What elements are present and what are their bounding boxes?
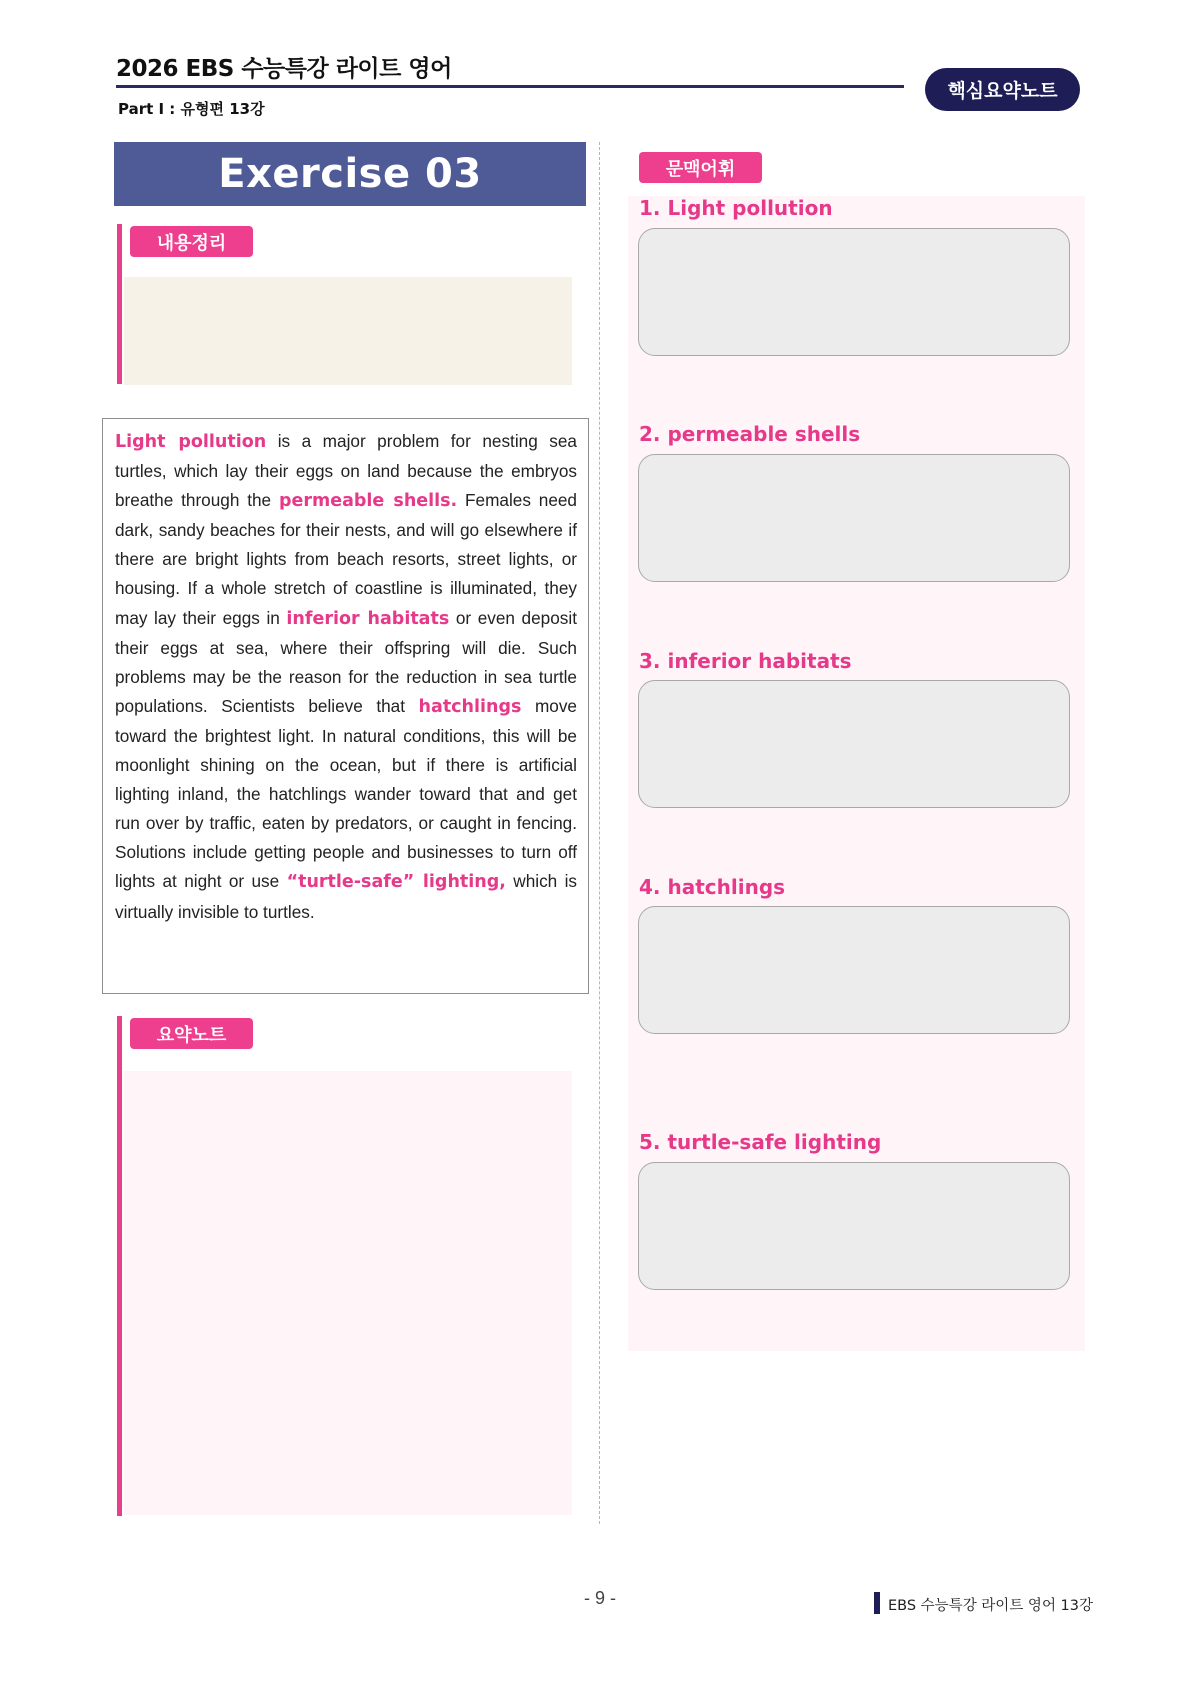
vocab-answer-box-2[interactable] — [638, 454, 1070, 582]
vocab-answer-box-5[interactable] — [638, 1162, 1070, 1290]
vocab-answer-box-3[interactable] — [638, 680, 1070, 808]
footer-marker — [874, 1592, 880, 1614]
column-divider — [599, 142, 600, 1524]
document-subtitle: Part Ⅰ : 유형편 13강 — [118, 100, 265, 118]
vocab-item-label-3: 3. inferior habitats — [639, 649, 852, 673]
keyword-highlight: Light pollution — [115, 432, 267, 452]
summary-label: 내용정리 — [130, 226, 253, 257]
vocab-answer-box-4[interactable] — [638, 906, 1070, 1034]
vocab-label: 문맥어휘 — [639, 152, 762, 183]
vocab-item-label-2: 2. permeable shells — [639, 422, 861, 446]
document-title: 2026 EBS 수능특강 라이트 영어 — [116, 56, 452, 82]
vocab-item-label-4: 4. hatchlings — [639, 875, 786, 899]
vocab-answer-box-1[interactable] — [638, 228, 1070, 356]
vocab-item-label-5: 5. turtle-safe lighting — [639, 1130, 882, 1154]
passage-segment: which is virtually invisible to turtles. — [115, 871, 577, 922]
vocab-item-label-1: 1. Light pollution — [639, 196, 833, 220]
summary-note-badge: 핵심요약노트 — [925, 68, 1080, 111]
note-label: 요약노트 — [130, 1018, 253, 1049]
keyword-highlight: inferior habitats — [286, 608, 450, 629]
keyword-highlight: permeable shells. — [278, 491, 458, 512]
summary-section-bar — [117, 224, 122, 384]
reading-passage — [102, 418, 589, 994]
footer-text: EBS 수능특강 라이트 영어 13강 — [888, 1598, 1094, 1614]
summary-writing-area[interactable] — [124, 277, 572, 385]
passage-segment: or even deposit their eggs at sea, where their offspring will die. Such problems may be the reason for the reduction in sea turtle populations. Scientists believe that — [115, 607, 577, 716]
passage-segment: move toward the brightest light. In natural conditions, this will be moonlight shining on the ocean, but if there is artificial lighting inland, the hatchlings wander toward that and get run over by traffic, eaten by predators, or caught in fencing. Solutions include getting people and businesses to turn off lights at night or use — [115, 695, 577, 892]
passage-text — [115, 427, 577, 927]
passage-segment: is a major problem for nesting sea turtles, which lay their eggs on land because the embryos breathe through the — [115, 431, 577, 511]
header-rule — [116, 85, 904, 88]
keyword-highlight: hatchlings — [418, 696, 522, 717]
passage-segment: Females need dark, sandy beaches for their nests, and will go elsewhere if there are bright lights from beach resorts, street lights, or housing. If a whole stretch of coastline is illuminated, they may lay their eggs in — [115, 490, 577, 628]
keyword-highlight: “turtle-safe” lighting, — [286, 872, 506, 893]
note-section-bar — [117, 1016, 122, 1516]
exercise-title: Exercise 03 — [114, 142, 586, 206]
page-number: - 9 - — [583, 1588, 616, 1608]
note-writing-area[interactable] — [124, 1071, 572, 1515]
